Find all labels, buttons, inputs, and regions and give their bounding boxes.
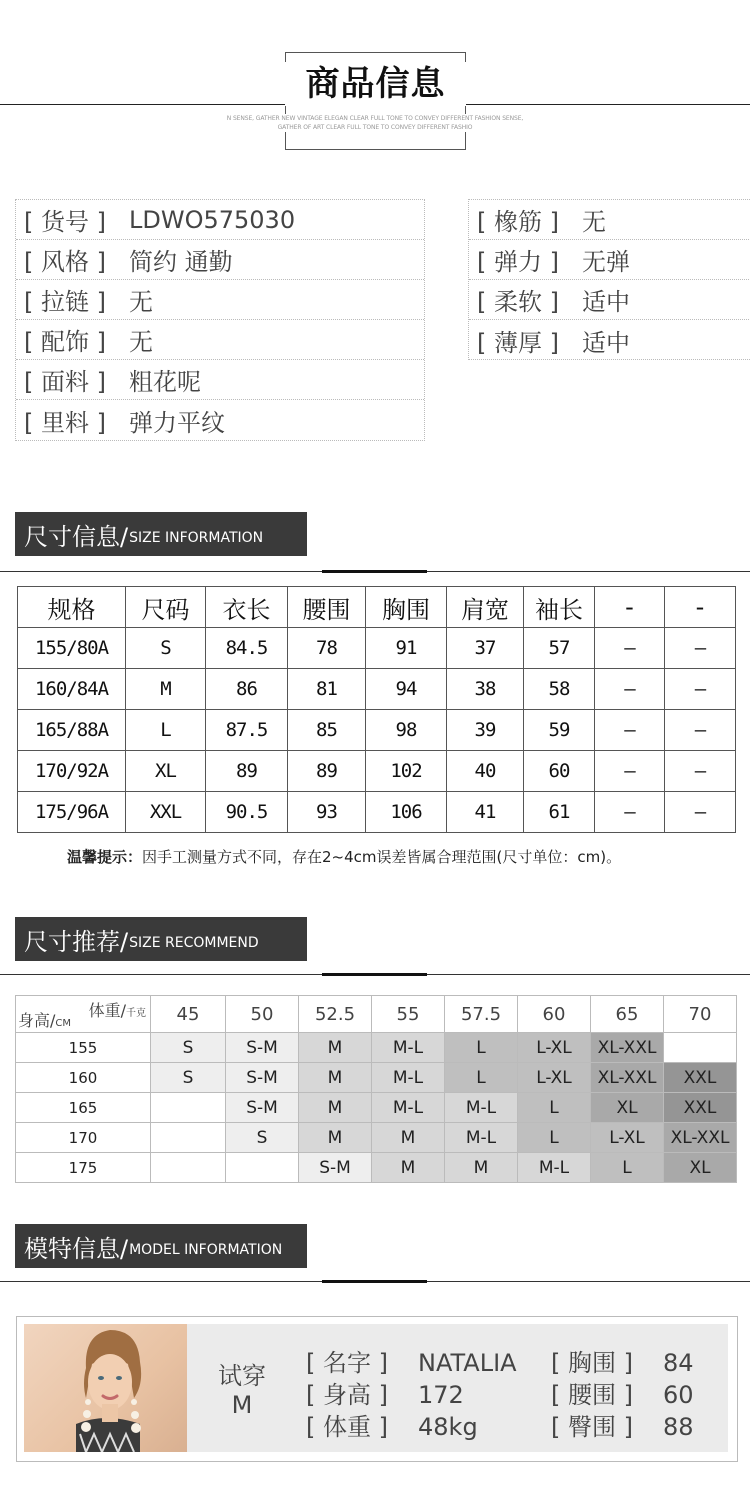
info-key: [ 柔软 ] [477,288,559,316]
model-row-bust [551,1343,694,1378]
table-row [18,751,736,792]
rec-cell: XL-XXL [591,1063,664,1093]
rec-cell [226,1153,299,1183]
section-title-en: MODEL INFORMATION [129,1242,283,1258]
rec-cell: L-XL [518,1033,591,1063]
table-row [18,669,736,710]
info-value: 弹力平纹 [129,408,225,437]
rec-cell: M-L [445,1123,518,1153]
model-row-hip [551,1407,694,1442]
weight-header: 55 [372,996,445,1033]
col-header: 袖长 [524,587,595,628]
info-key: [ 风格 ] [24,248,106,276]
info-key: [ 弹力 ] [477,248,559,276]
info-key: [ 货号 ] [24,208,106,236]
table-cell: 38 [447,669,524,710]
rec-cell: M [299,1093,372,1123]
table-cell: 90.5 [206,792,288,833]
model-value: 88 [663,1413,694,1441]
page-title: 商品信息 [285,62,466,106]
table-cell: XL [126,751,206,792]
table-cell: 155/80A [18,628,126,669]
table-cell: 59 [524,710,595,751]
size-info-heading [15,512,307,556]
section-title-cn: 模特信息/ [24,1234,129,1263]
rec-cell: M [372,1153,445,1183]
height-axis-label [18,1008,71,1031]
rec-cell [151,1153,226,1183]
section-accent [322,973,427,976]
rec-cell: M [299,1123,372,1153]
rec-cell: S-M [299,1153,372,1183]
rec-cell: XL [664,1153,737,1183]
model-value: 172 [418,1381,464,1409]
table-cell: 165/88A [18,710,126,751]
model-value: 48kg [418,1413,478,1441]
table-cell: 40 [447,751,524,792]
model-portrait-illustration [24,1324,187,1452]
table-cell: 106 [366,792,447,833]
weight-header: 45 [151,996,226,1033]
rec-cell: S [151,1033,226,1063]
info-value: 无 [582,208,606,236]
tryon-label: 试穿 [218,1362,266,1390]
table-cell: — [595,710,665,751]
table-cell: — [595,669,665,710]
col-header: 规格 [18,587,126,628]
height-cell: 165 [16,1093,151,1123]
info-key: [ 面料 ] [24,368,106,396]
table-cell: 89 [206,751,288,792]
weight-header: 65 [591,996,664,1033]
table-row [18,792,736,833]
table-cell: 39 [447,710,524,751]
col-header: 肩宽 [447,587,524,628]
table-cell: 170/92A [18,751,126,792]
info-row-elastic-band [469,200,750,240]
info-value: 无弹 [582,248,630,276]
col-header: - [595,587,665,628]
info-key: [ 橡筋 ] [477,208,559,236]
rec-cell: M [299,1063,372,1093]
model-row-weight [306,1407,478,1442]
table-cell: — [665,792,736,833]
info-row-thickness [469,320,750,360]
weight-label: 体重/ [88,1001,126,1020]
rec-cell: XXL [664,1093,737,1123]
weight-header: 50 [226,996,299,1033]
table-cell: M [126,669,206,710]
weight-header: 60 [518,996,591,1033]
col-header: 胸围 [366,587,447,628]
rec-cell: L [445,1063,518,1093]
size-table-header [18,587,736,628]
size-recommend-table [15,995,737,1183]
table-cell: 93 [288,792,366,833]
corner-cell [16,996,151,1033]
note-text: 因手工测量方式不同，存在2~4cm误差皆属合理范围(尺寸单位：cm)。 [142,848,622,866]
table-row [16,1123,737,1153]
rec-cell: M-L [518,1153,591,1183]
info-row-zipper [16,280,424,320]
table-cell: — [665,710,736,751]
info-key: [ 配饰 ] [24,328,106,356]
model-key: [ 胸围 ] [551,1349,633,1377]
table-row [16,1063,737,1093]
height-cell: 175 [16,1153,151,1183]
size-recommend-heading [15,917,307,961]
section-title-en: SIZE RECOMMEND [129,935,259,951]
rec-cell: M-L [372,1063,445,1093]
info-key: [ 薄厚 ] [477,328,559,357]
table-cell: 57 [524,628,595,669]
info-value: 无 [129,288,153,316]
table-cell: 89 [288,751,366,792]
rec-cell: S [226,1123,299,1153]
tryon-size: M [231,1391,253,1419]
info-value: 适中 [582,328,630,357]
weight-axis-label [89,998,146,1021]
table-cell: — [665,628,736,669]
rec-cell: L [445,1033,518,1063]
product-info-left [15,199,425,441]
info-value: LDWO575030 [129,205,296,234]
rec-cell: L-XL [518,1063,591,1093]
rec-cell: L [591,1153,664,1183]
table-cell: 98 [366,710,447,751]
section-title-cn: 尺寸信息/ [24,522,129,551]
rec-cell: M [445,1153,518,1183]
model-key: [ 体重 ] [306,1413,388,1441]
section-title-cn: 尺寸推荐/ [24,927,129,956]
height-cell: 155 [16,1033,151,1063]
table-row [16,1033,737,1063]
table-cell: 160/84A [18,669,126,710]
page-subtitle: N SENSE, GATHER NEW VINTAGE ELEGAN CLEAR FULL TONE TO CONVEY DIFFERENT FASHION SENSE, GATHER OF ART CLEAR FULL TONE TO CONVEY DIFFERENT FASHIO [215,114,535,132]
info-row-style [16,240,424,280]
info-key: [ 拉链 ] [24,288,106,316]
table-cell: 102 [366,751,447,792]
table-cell: S [126,628,206,669]
model-value: NATALIA [418,1349,517,1377]
rec-cell: L [518,1093,591,1123]
tryon-badge [212,1362,272,1420]
table-cell: 87.5 [206,710,288,751]
rec-cell: L [518,1123,591,1153]
table-cell: 37 [447,628,524,669]
height-label: 身高/ [18,1011,56,1030]
table-cell: 86 [206,669,288,710]
model-info-heading [15,1224,307,1268]
weight-header: 70 [664,996,737,1033]
model-value: 60 [663,1381,694,1409]
size-table [17,586,736,833]
table-row [18,628,736,669]
info-row-stretch [469,240,750,280]
info-row-softness [469,280,750,320]
size-note [67,846,621,867]
table-cell: — [595,751,665,792]
table-row [18,710,736,751]
model-value: 84 [663,1349,694,1377]
height-unit: CM [55,1018,72,1029]
section-title-en: SIZE INFORMATION [129,530,264,546]
section-accent [322,1280,427,1283]
table-cell: 85 [288,710,366,751]
col-header: 尺码 [126,587,206,628]
rec-cell: S-M [226,1093,299,1123]
table-cell: 175/96A [18,792,126,833]
rec-cell: XL-XXL [664,1123,737,1153]
info-row-item-no [16,200,424,240]
model-key: [ 身高 ] [306,1381,388,1409]
col-header: 腰围 [288,587,366,628]
table-cell: 41 [447,792,524,833]
rec-cell: S-M [226,1063,299,1093]
table-row [16,1153,737,1183]
model-row-name [306,1343,517,1378]
table-cell: 78 [288,628,366,669]
col-header: - [665,587,736,628]
rec-cell [151,1093,226,1123]
table-cell: 91 [366,628,447,669]
rec-cell: M [372,1123,445,1153]
rec-cell: M-L [445,1093,518,1123]
info-row-lining [16,400,424,440]
product-info-right [468,199,750,360]
table-cell: 84.5 [206,628,288,669]
table-cell: 58 [524,669,595,710]
rec-cell [664,1033,737,1063]
table-cell: 61 [524,792,595,833]
rec-cell: XL-XXL [591,1033,664,1063]
table-cell: 94 [366,669,447,710]
table-cell: 81 [288,669,366,710]
info-key: [ 里料 ] [24,408,106,437]
weight-unit: 千克 [126,1008,146,1019]
table-cell: — [595,792,665,833]
weight-header: 52.5 [299,996,372,1033]
info-row-fabric [16,360,424,400]
model-key: [ 名字 ] [306,1349,388,1377]
table-cell: — [595,628,665,669]
weight-header: 57.5 [445,996,518,1033]
model-row-height [306,1375,464,1410]
rec-cell: XL [591,1093,664,1123]
table-row [16,1093,737,1123]
info-row-accessory [16,320,424,360]
info-value: 粗花呢 [129,368,201,396]
section-accent [322,570,427,573]
table-cell: — [665,751,736,792]
rec-cell: M [299,1033,372,1063]
rec-cell: M-L [372,1093,445,1123]
rec-cell: S-M [226,1033,299,1063]
rec-cell: M-L [372,1033,445,1063]
rec-cell: XXL [664,1063,737,1093]
table-cell: — [665,669,736,710]
info-value: 无 [129,328,153,356]
height-cell: 160 [16,1063,151,1093]
rec-cell [151,1123,226,1153]
info-value: 简约 通勤 [129,248,233,276]
info-value: 适中 [582,288,630,316]
table-cell: XXL [126,792,206,833]
height-cell: 170 [16,1123,151,1153]
table-cell: 60 [524,751,595,792]
model-key: [ 腰围 ] [551,1381,633,1409]
rec-cell: S [151,1063,226,1093]
col-header: 衣长 [206,587,288,628]
model-key: [ 臀围 ] [551,1413,633,1441]
note-label: 温馨提示： [67,848,143,866]
table-cell: L [126,710,206,751]
model-photo [24,1324,187,1452]
recommend-header [16,996,737,1033]
model-row-waist [551,1375,694,1410]
rec-cell: L-XL [591,1123,664,1153]
